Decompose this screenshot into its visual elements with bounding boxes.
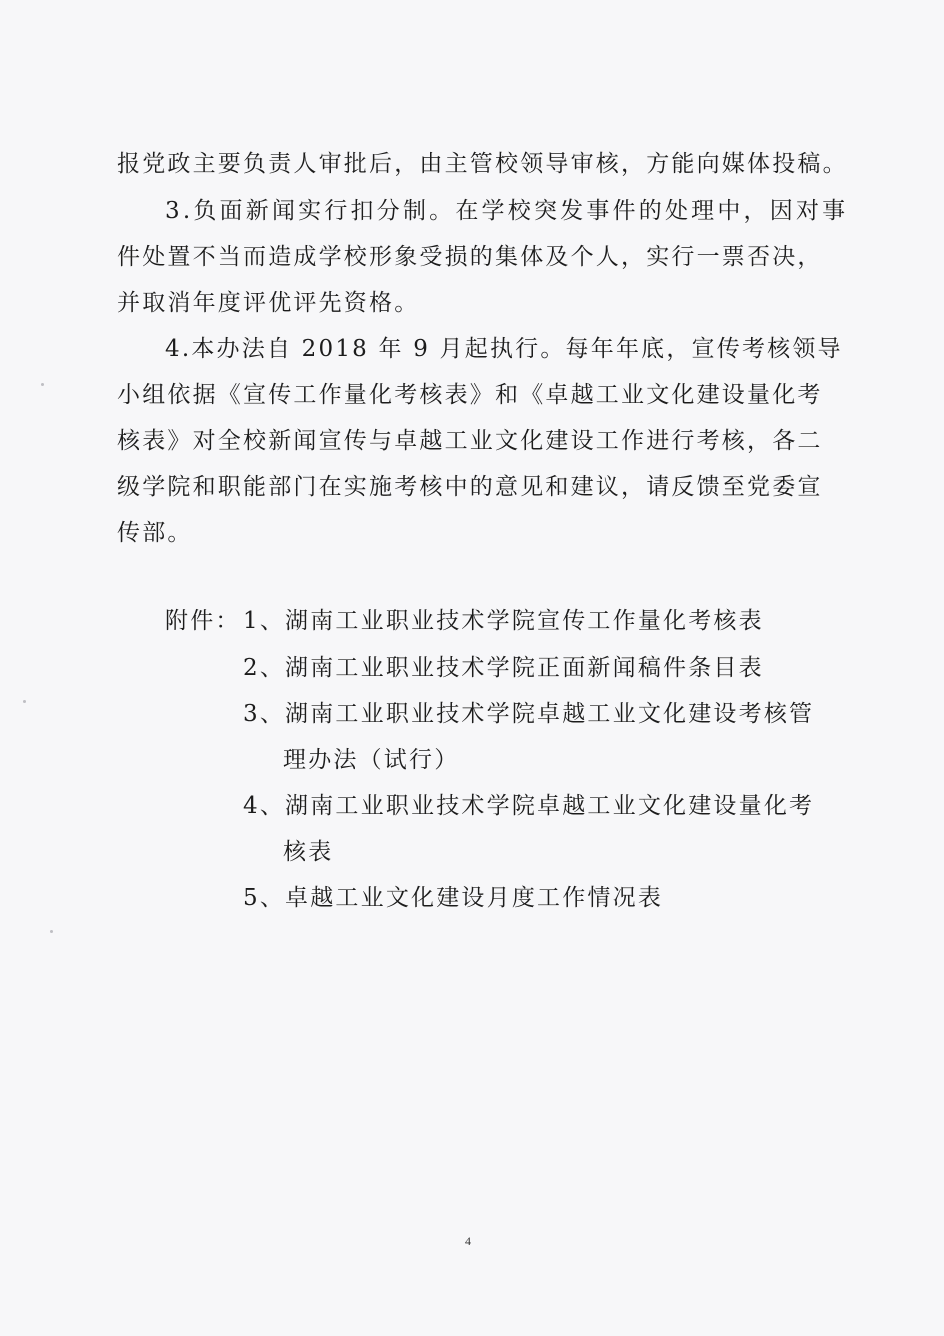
scan-speck	[50, 930, 53, 933]
attachment-item: 2、湖南工业职业技术学院正面新闻稿件条目表	[243, 655, 764, 681]
attachment-item: 3、湖南工业职业技术学院卓越工业文化建设考核管	[243, 701, 815, 727]
attachment-item: 5、卓越工业文化建设月度工作情况表	[243, 885, 664, 911]
attachment-item: 4、湖南工业职业技术学院卓越工业文化建设量化考	[243, 793, 815, 819]
paragraph-line: 小组依据《宣传工作量化考核表》和《卓越工业文化建设量化考	[117, 382, 823, 408]
attachment-item-continuation: 理办法（试行）	[283, 747, 460, 773]
page-number: 4	[465, 1234, 471, 1248]
scan-speck	[23, 700, 26, 703]
attachment-item-continuation: 核表	[283, 839, 334, 865]
scan-speck	[41, 383, 44, 386]
attachment-item: 1、湖南工业职业技术学院宣传工作量化考核表	[243, 608, 764, 634]
paragraph-line: 级学院和职能部门在实施考核中的意见和建议，请反馈至党委宣	[117, 474, 823, 500]
paragraph-line: 传部。	[117, 520, 193, 546]
paragraph-line: 报党政主要负责人审批后，由主管校领导审核，方能向媒体投稿。	[117, 151, 848, 177]
paragraph-line: 3.负面新闻实行扣分制。在学校突发事件的处理中，因对事	[165, 198, 849, 224]
paragraph-line: 件处置不当而造成学校形象受损的集体及个人，实行一票否决，	[117, 244, 823, 270]
paragraph-line: 4.本办法自 2018 年 9 月起执行。每年年底，宣传考核领导	[165, 336, 843, 362]
attachments-label: 附件：	[165, 608, 241, 634]
paragraph-line: 并取消年度评优评先资格。	[117, 290, 420, 316]
paragraph-line: 核表》对全校新闻宣传与卓越工业文化建设工作进行考核，各二	[117, 428, 823, 454]
